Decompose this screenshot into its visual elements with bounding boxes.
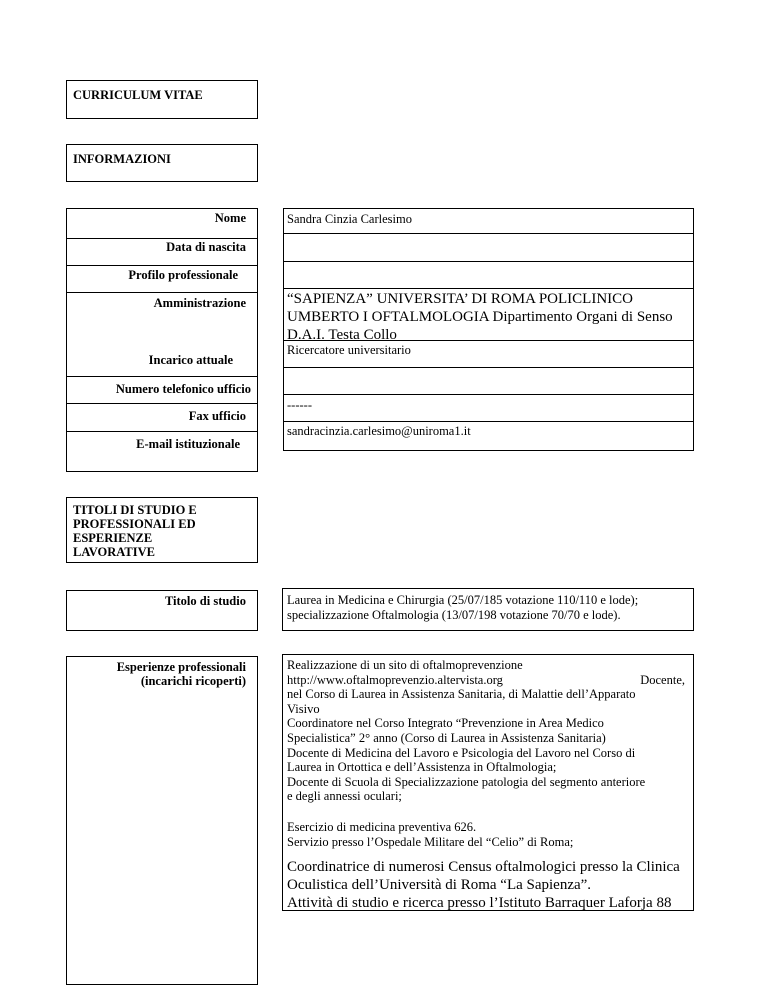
esperienze-line: Attività di studio e ricerca presso l’Istituto Barraquer Laforja 88 (287, 895, 672, 911)
esperienze-paragraph-1 (287, 658, 691, 804)
values-divider (283, 261, 694, 262)
esperienze-paragraph-3 (287, 858, 680, 912)
label-profilo: Profilo professionale (128, 268, 238, 282)
esperienze-line: Docente di Medicina del Lavoro e Psicologia del Lavoro nel Corso di (287, 745, 636, 760)
esperienze-line: Servizio presso l’Ospedale Militare del “Celio” di Roma; (287, 834, 574, 849)
label-esperienze (117, 660, 246, 688)
value-titolo-studio (287, 593, 638, 622)
cv-title-box (66, 80, 258, 119)
titoli-section-title: PROFESSIONALI ED (73, 517, 196, 531)
esperienze-line: nel Corso di Laurea in Assistenza Sanitaria, di Malattie dell’Apparato (287, 687, 636, 702)
labels-divider (66, 265, 258, 266)
label-nome: Nome (214, 211, 246, 225)
esperienze-line: Coordinatore nel Corso Integrato “Prevenzione in Area Medico (287, 716, 604, 731)
values-divider (283, 288, 694, 289)
labels-divider (66, 431, 258, 432)
esperienze-label-box (66, 656, 258, 985)
esperienze-line: e degli annessi oculari; (287, 789, 402, 804)
label-email: E-mail istituzionale (136, 437, 240, 451)
amministrazione-line: “SAPIENZA” UNIVERSITA’ DI ROMA POLICLINICO (287, 291, 633, 307)
esperienze-line: Visivo (287, 701, 320, 716)
values-divider (283, 394, 694, 395)
esperienze-docente: Docente, (640, 672, 685, 687)
value-amministrazione (287, 290, 673, 344)
esperienze-line: Specialistica” 2° anno (Corso di Laurea in Assistenza Sanitaria) (287, 730, 606, 745)
esperienze-line: Realizzazione di un sito di oftalmoprevenzione (287, 658, 523, 672)
values-divider (283, 233, 694, 234)
esperienze-line: Docente di Scuola di Specializzazione patologia del segmento anteriore (287, 774, 646, 789)
value-email: sandracinzia.carlesimo@uniroma1.it (287, 424, 471, 438)
esperienze-line: Oculistica dell’Università di Roma “La Sapienza”. (287, 877, 592, 893)
titoli-section-title: TITOLI DI STUDIO E (73, 503, 197, 517)
titolo-studio-line: Laurea in Medicina e Chirurgia (25/07/185 votazione 110/110 e lode); (287, 593, 639, 607)
esperienze-label-line: (incarichi ricoperti) (140, 674, 246, 688)
label-amministrazione: Amministrazione (153, 296, 246, 310)
label-incarico: Incarico attuale (148, 353, 233, 367)
esperienze-line: Esercizio di medicina preventiva 626. (287, 820, 477, 834)
value-incarico: Ricercatore universitario (287, 343, 411, 357)
amministrazione-line: D.A.I. Testa Collo (287, 327, 397, 343)
titoli-section-title: LAVORATIVE (73, 545, 155, 559)
esperienze-line-url (287, 673, 691, 688)
esperienze-label-line: Esperienze professionali (116, 660, 246, 674)
values-divider (283, 421, 694, 422)
cv-title: CURRICULUM VITAE (73, 88, 203, 102)
labels-divider (66, 238, 258, 239)
labels-divider (66, 376, 258, 377)
value-nome: Sandra Cinzia Carlesimo (287, 212, 412, 226)
labels-divider (66, 292, 258, 293)
titoli-section-title: ESPERIENZE (73, 531, 153, 545)
info-section-box (66, 144, 258, 182)
titolo-studio-line: specializzazione Oftalmologia (13/07/198 votazione 70/70 e lode). (287, 607, 621, 622)
label-fax: Fax ufficio (188, 409, 246, 423)
esperienze-line: Coordinatrice di numerosi Census oftalmologici presso la Clinica (287, 859, 680, 875)
label-telefono: Numero telefonico ufficio (115, 382, 251, 396)
info-section-title: INFORMAZIONI (73, 152, 171, 166)
values-divider (283, 367, 694, 368)
esperienze-url: http://www.oftalmoprevenzio.altervista.org (287, 672, 503, 687)
label-data-nascita: Data di nascita (166, 240, 246, 254)
labels-divider (66, 403, 258, 404)
value-fax: ------ (287, 398, 312, 412)
amministrazione-line: UMBERTO I OFTALMOLOGIA Dipartimento Organi di Senso (287, 309, 673, 325)
label-titolo-studio: Titolo di studio (164, 594, 246, 608)
esperienze-line: Laurea in Ortottica e dell’Assistenza in Oftalmologia; (287, 760, 557, 775)
esperienze-paragraph-2 (287, 820, 573, 849)
titoli-section-box (66, 497, 258, 563)
